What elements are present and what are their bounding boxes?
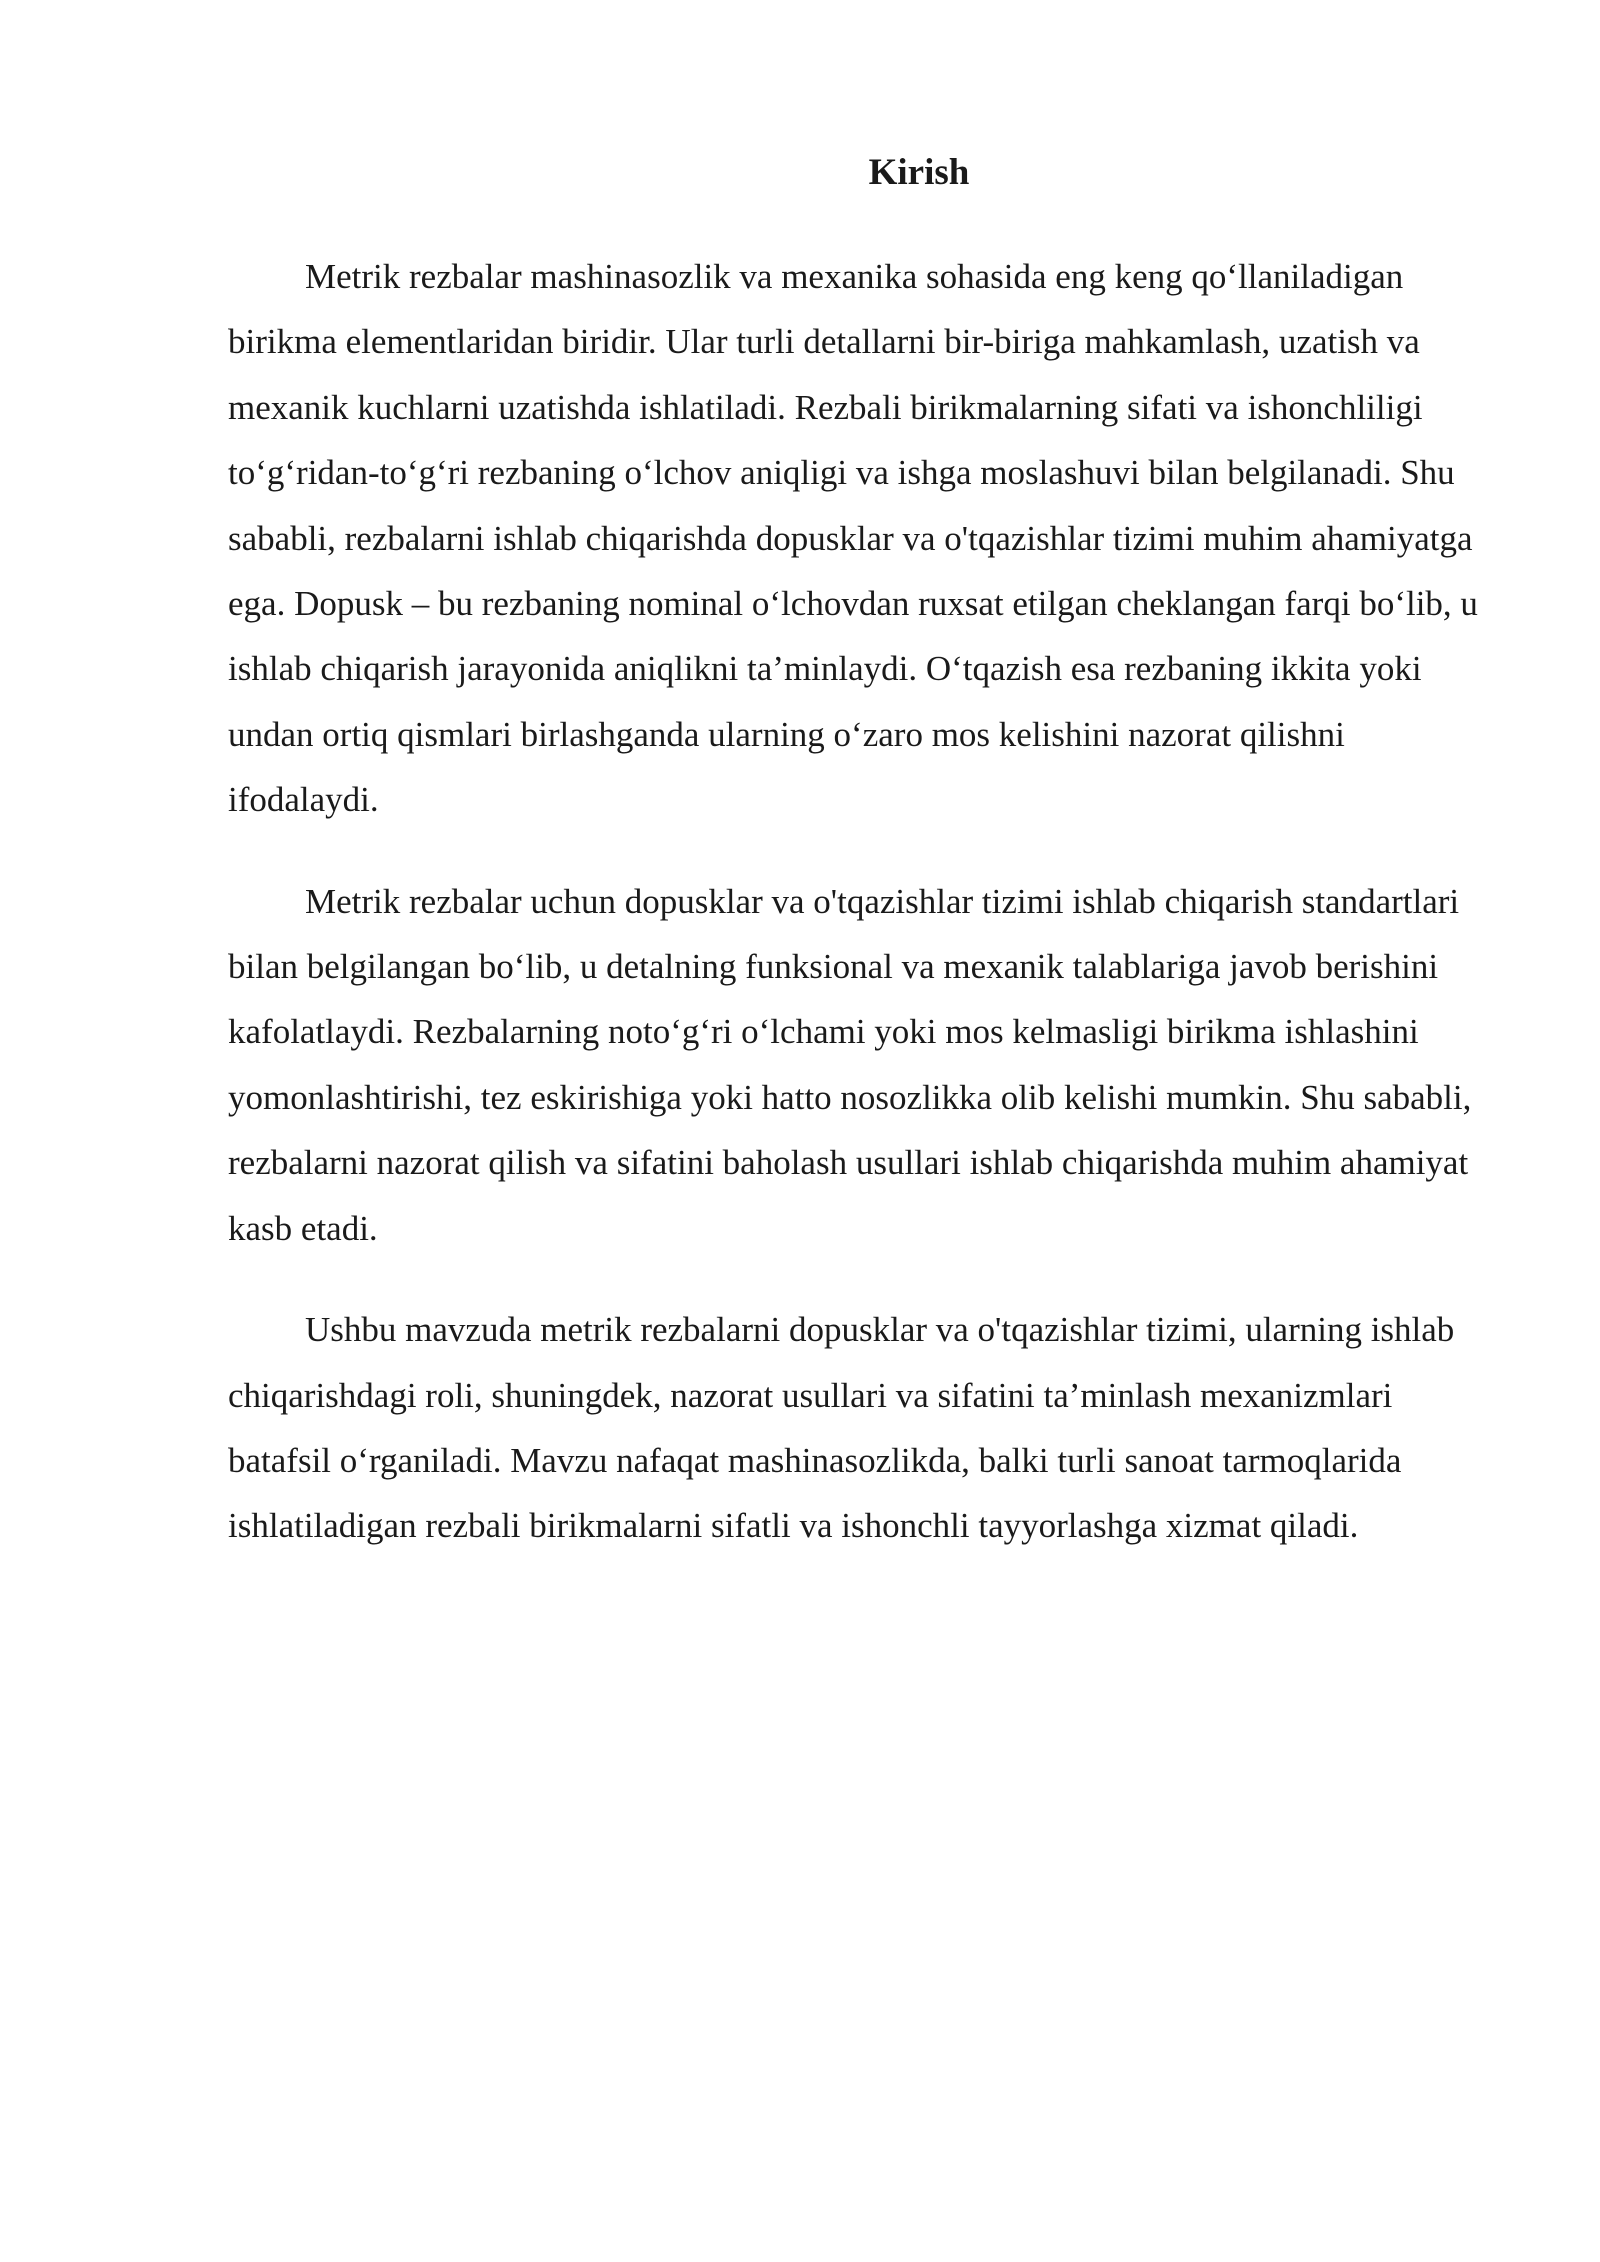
paragraph-3: Ushbu mavzuda metrik rezbalarni dopusklar va o'tqazishlar tizimi, ularning ishlab chiqarishdagi roli, shuningdek, nazorat usullari va sifatini ta’minlash mexanizmlari batafsil o‘rganiladi. Mavzu nafaqat mashinasozlikda, balki turli sanoat tarmoqlarida ishlatiladigan rezbali birikmalarni sifatli va ishonchli tayyorlashga xizmat qiladi. <box>228 1310 1455 1546</box>
document-body <box>228 150 1490 1595</box>
page-title: Kirish <box>868 152 970 193</box>
paragraph-1: Metrik rezbalar mashinasozlik va mexanika sohasida eng keng qo‘llaniladigan birikma elementlaridan biridir. Ular turli detallarni bir-biriga mahkamlash, uzatish va mexanik kuchlarni uzatishda ishlatiladi. Rezbali birikmalarning sifati va ishonchliligi to‘g‘ridan-to‘g‘ri rezbaning o‘lchov aniqligi va ishga moslashuvi bilan belgilanadi. Shu sababli, rezbalarni ishlab chiqarishda dopusklar va o'tqazishlar tizimi muhim ahamiyatga ega. Dopusk – bu rezbaning nominal o‘lchovdan ruxsat etilgan cheklangan farqi bo‘lib, u ishlab chiqarish jarayonida aniqlikni ta’minlaydi. O‘tqazish esa rezbaning ikkita yoki undan ortiq qismlari birlashganda ularning o‘zaro mos kelishini nazorat qilishni ifodalaydi. <box>228 257 1478 820</box>
paragraph-2: Metrik rezbalar uchun dopusklar va o'tqazishlar tizimi ishlab chiqarish standartlari bilan belgilangan bo‘lib, u detalning funksional va mexanik talablariga javob berishini kafolatlaydi. Rezbalarning noto‘g‘ri o‘lchami yoki mos kelmasligi birikma ishlashini yomonlashtirishi, tez eskirishiga yoki hatto nosozlikka olib kelishi mumkin. Shu sababli, rezbalarni nazorat qilish va sifatini baholash usullari ishlab chiqarishda muhim ahamiyat kasb etadi. <box>228 881 1472 1248</box>
